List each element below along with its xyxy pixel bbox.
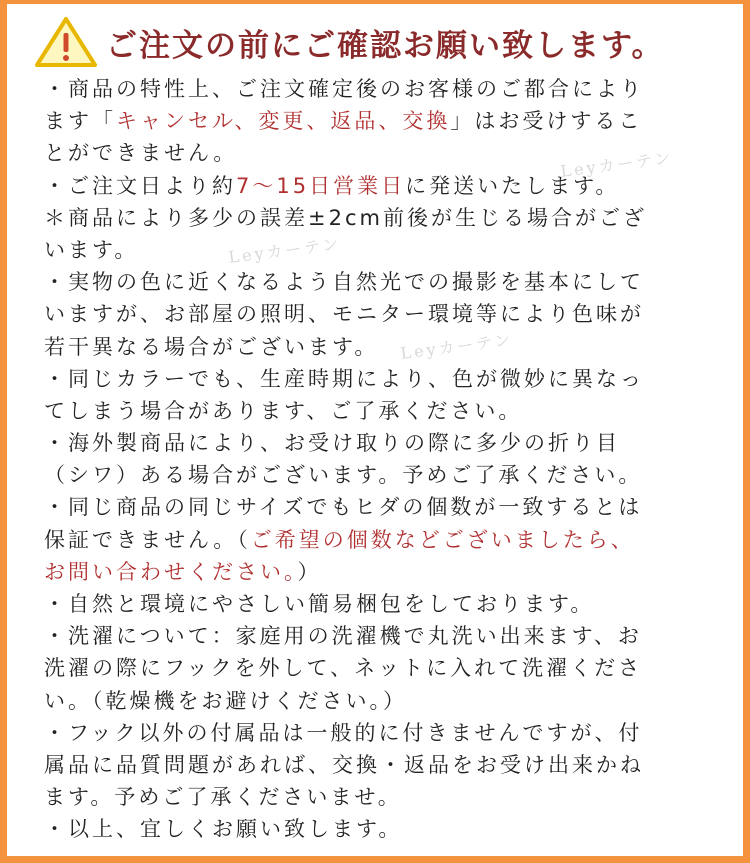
notice-line <box>44 73 676 105</box>
notice-line <box>44 331 676 363</box>
page-title: ご注文の前にご確認お願い致します。 <box>106 27 665 64</box>
watermark: Leyカーテン <box>559 148 675 181</box>
highlight-text: お問い合わせください。 <box>44 559 298 584</box>
notice-line <box>44 813 676 845</box>
body-text-segment: （シワ）ある場合がございます。予めご了承ください。 <box>44 463 643 488</box>
body-text-segment: 属品に品質問題があれば、交換・返品をお受け出来かね <box>44 752 644 777</box>
highlight-text: キャンセル、変更、返品、交換 <box>116 109 451 134</box>
notice-line <box>44 202 676 234</box>
body-text-segment: ・自然と環境にやさしい簡易梱包をしております。 <box>44 592 595 616</box>
notice-line <box>44 556 676 588</box>
notice-line <box>44 620 676 652</box>
notice-line <box>44 717 676 749</box>
notice-line <box>44 781 676 813</box>
notice-line <box>44 234 676 266</box>
notice-header <box>34 14 665 70</box>
body-text-segment: い。（乾燥機をお避けください。） <box>44 688 407 713</box>
body-text-segment: とができません。 <box>44 141 238 166</box>
body-text-segment: ます。予めご了承くださいませ。 <box>44 785 402 810</box>
notice-line <box>44 266 676 298</box>
notice-line <box>44 427 676 459</box>
body-text-segment: 洗濯の際にフックを外して、ネットに入れて洗濯くださ <box>44 656 643 681</box>
highlight-text: 7～15日営業日 <box>236 173 406 198</box>
body-text-segment: ・同じ商品の同じサイズでもヒダの個数が一致するとは <box>44 495 643 520</box>
body-text-segment: ・ご注文日より約 <box>44 173 236 198</box>
body-text-segment: ・同じカラーでも、生産時期により、色が微妙に異なっ <box>44 366 644 391</box>
notice-line <box>44 749 676 781</box>
notice-line <box>44 363 676 395</box>
body-text-segment: てしまう場合があります、ご了承ください。 <box>44 398 523 423</box>
notice-line <box>44 170 676 202</box>
highlight-text: ご希望の個数などございましたら、 <box>250 527 635 552</box>
body-text-segment: ます「 <box>44 109 116 134</box>
watermark: Leyカーテン <box>227 234 343 267</box>
notice-line <box>44 395 676 427</box>
notice-line <box>44 105 676 137</box>
warning-triangle-icon <box>34 16 98 68</box>
notice-line <box>44 459 676 491</box>
notice-line <box>44 491 676 523</box>
body-text-segment: ・洗濯について：家庭用の洗濯機で丸洗い出来ます、お <box>44 624 642 649</box>
body-text-segment: いますが、お部屋の照明、モニター環境等により色味が <box>44 302 644 327</box>
body-text-segment: 保証できません。（ <box>44 527 251 552</box>
body-text-segment: ＊商品により多少の誤差±2cm前後が生じる場合がござ <box>44 205 647 230</box>
body-text-segment: に発送いたします。 <box>405 173 620 198</box>
body-text-segment: ・商品の特性上、ご注文確定後のお客様のご都合により <box>44 77 644 101</box>
notice-line <box>44 588 676 620</box>
body-text-segment: います。 <box>44 237 139 262</box>
body-text-segment: ） <box>297 559 322 584</box>
body-text-segment: ・以上、宜しくお願い致します。 <box>44 817 403 842</box>
notice-line <box>44 137 676 169</box>
notice-line <box>44 685 676 717</box>
body-text-segment: 若干異なる場合がございます。 <box>44 334 379 359</box>
body-text-segment: 」はお受けするこ <box>450 109 643 134</box>
notice-line <box>44 652 676 684</box>
body-text-segment: ・フック以外の付属品は一般的に付きませんですが、付 <box>44 720 643 745</box>
body-text-segment: ・実物の色に近くなるよう自然光での撮影を基本にして <box>44 270 644 295</box>
notice-line <box>44 524 676 556</box>
notice-line <box>44 298 676 330</box>
watermark: Leyカーテン <box>399 330 515 363</box>
body-text-segment: ・海外製商品により、お受け取りの際に多少の折り目 <box>44 431 620 456</box>
notice-body <box>44 73 676 846</box>
